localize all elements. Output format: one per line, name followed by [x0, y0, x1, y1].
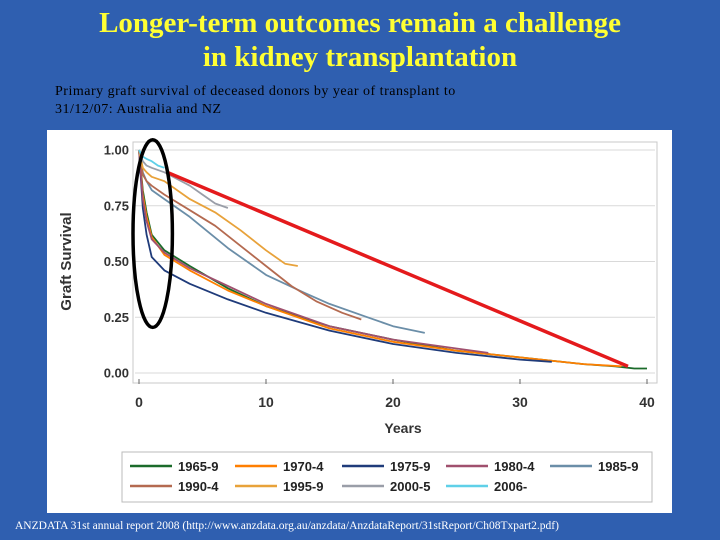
legend-label-1965-9: 1965-9: [178, 459, 219, 474]
chart-panel: [47, 130, 672, 513]
series-line-1965-9: [139, 150, 647, 369]
axis-layer: [58, 143, 655, 437]
source-footer: ANZDATA 31st annual report 2008 (http://www.anzdata.org.au/anzdata/AnzdataReport/31stReport/Ch08Txpart2.pdf): [15, 520, 559, 532]
legend-label-2000-5: 2000-5: [390, 479, 431, 494]
y-tick-label: 0.75: [103, 198, 129, 214]
legend-layer: [122, 452, 652, 502]
y-tick-label: 0.00: [103, 365, 129, 381]
x-tick-label: 0: [135, 394, 143, 410]
legend-label-1990-4: 1990-4: [178, 479, 219, 494]
x-tick-label: 20: [385, 394, 401, 410]
chart-subtitle: [55, 83, 655, 119]
annotation-layer: [133, 140, 628, 367]
legend-label-1980-4: 1980-4: [494, 459, 535, 474]
chart-subtitle-line-1: Primary graft survival of deceased donors by year of transplant to: [55, 84, 456, 99]
x-tick-label: 40: [639, 394, 655, 410]
legend-label-1975-9: 1975-9: [390, 459, 431, 474]
slide-title-line-1: Longer-term outcomes remain a challenge: [99, 7, 621, 39]
trend-annotation-line: [167, 172, 628, 366]
x-axis-label: Years: [384, 420, 422, 436]
legend-label-1970-4: 1970-4: [283, 459, 324, 474]
y-tick-label: 0.50: [103, 254, 129, 269]
chart-subtitle-line-2: 31/12/07: Australia and NZ: [55, 102, 222, 117]
legend-label-2006-: 2006-: [494, 479, 528, 494]
series-layer: [139, 150, 647, 369]
legend-label-1995-9: 1995-9: [283, 479, 324, 494]
slide-title: [0, 6, 720, 74]
graft-survival-chart: [47, 130, 672, 513]
y-tick-label: 0.25: [103, 309, 129, 325]
y-tick-label: 1.00: [103, 142, 129, 158]
y-axis-label: Graft Survival: [58, 212, 75, 311]
slide-title-line-2: in kidney transplantation: [202, 41, 518, 73]
x-tick-label: 30: [512, 394, 528, 410]
x-tick-label: 10: [258, 394, 274, 410]
legend-label-1985-9: 1985-9: [598, 459, 639, 474]
